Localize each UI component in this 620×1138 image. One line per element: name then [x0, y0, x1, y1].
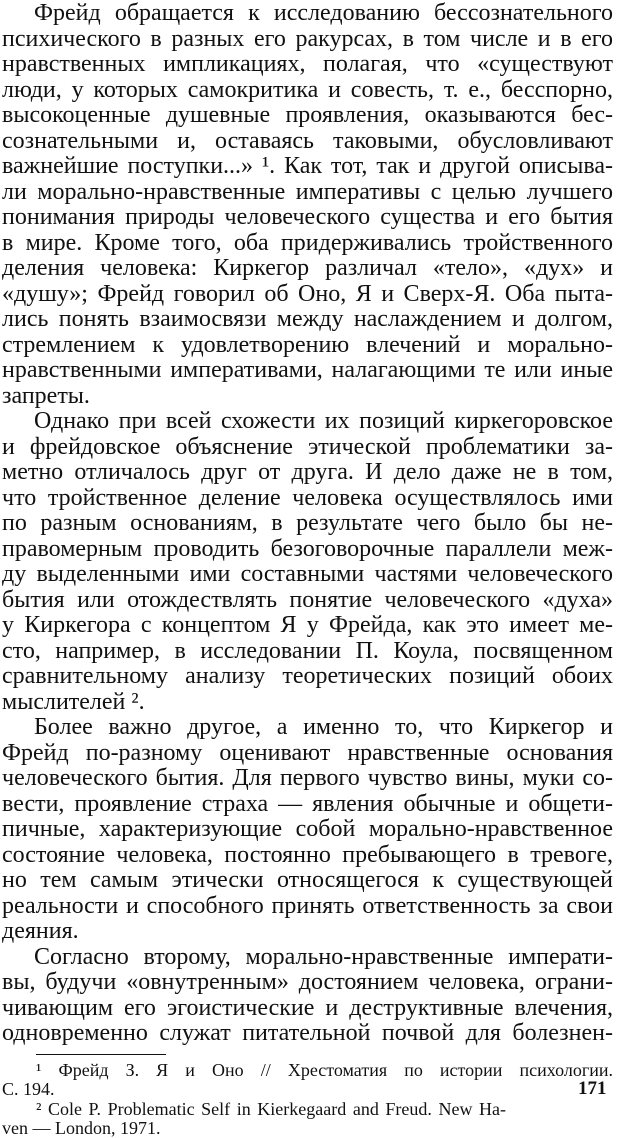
text-line: деяния. [2, 918, 79, 944]
text-line: реальности и способного принять ответственность за свои [2, 892, 613, 919]
text-line: Однако при всей схожести их позиций киркегоровское [34, 408, 613, 434]
footnote-line: С. 194. [2, 1079, 55, 1099]
text-line: правомерным проводить безоговорочные параллели меж- [2, 535, 613, 562]
text-line: пичные, характеризующие собой морально-нравственное [2, 816, 613, 842]
text-line: лись понять взаимосвязи между наслаждением и долгом, [2, 306, 613, 332]
text-line: в мире. Кроме того, оба придерживались тройственного [2, 229, 613, 256]
text-line: вести, проявление страха — явления обычные и общети- [2, 790, 613, 817]
footnote-line: ² Cole P. Problematic Self in Kierkegaard and Freud. New Ha- [36, 1098, 506, 1119]
page-number: 171 [578, 1078, 607, 1099]
text-line: метно отличалось друг от друга. И дело даже не в том, [2, 459, 613, 485]
text-line: деления человека: Киркегор различал «тело», «дух» и [2, 255, 613, 281]
text-line: и фрейдовское объяснение этической проблематики за- [2, 433, 613, 460]
text-line: человеческого бытия. Для первого чувство вины, муки со- [2, 765, 613, 791]
text-line: психического в разных его ракурсах, в том числе и в его [2, 25, 613, 52]
text-line: Более важно другое, а именно то, что Киркегор и [34, 714, 613, 740]
text-line: Фрейд обращается к исследованию бессознательного [34, 0, 613, 26]
text-line: люди, у которых самокритика и совесть, т. е., бесспорно, [2, 76, 613, 103]
text-line: ду выделенными ими составными частями человеческого [2, 561, 613, 587]
text-line: понимания природы человеческого существа и его бытия [2, 204, 613, 230]
text-line: «душу»; Фрейд говорил об Оно, Я и Сверх-Я. Оба пыта- [2, 280, 613, 307]
footnote-divider [36, 1054, 166, 1055]
footnote-line: ven — London, 1971. [2, 1118, 161, 1138]
text-line: сравнительному анализу теоретических позиций обоих [2, 663, 613, 689]
text-line: Фрейд по-разному оценивают нравственные основания [2, 739, 613, 766]
text-line: нравственных импликациях, полагая, что «существуют [2, 51, 613, 77]
text-line: чивающим его эгоистические и деструктивные влечения, [2, 994, 613, 1021]
text-line: важнейшие поступки...» ¹. Как тот, так и другой описыва- [2, 153, 613, 179]
text-line: состояние человека, постоянно пребывающего в тревоге, [2, 841, 613, 868]
text-line: бытия или отождествлять понятие человеческого «духа» [2, 586, 613, 613]
text-line: мыслителей ². [2, 688, 145, 715]
text-line: что тройственное деление человека осуществлялось ими [2, 484, 613, 511]
text-line: одновременно служат питательной почвой для болезнен- [2, 1020, 613, 1046]
text-line: сознательными и, оставаясь таковыми, обусловливают [2, 127, 613, 154]
text-line: стремлением к удовлетворению влечений и морально- [2, 331, 613, 358]
text-line: нравственными императивами, налагающими те или иные [2, 357, 613, 383]
text-line: вы, будучи «овнутренным» достоянием человека, ограни- [2, 969, 613, 995]
text-line: ли морально-нравственные императивы с целью лучшего [2, 178, 613, 205]
text-line: Согласно второму, морально-нравственные императи- [34, 943, 613, 970]
text-line: сто, например, в исследовании П. Коула, посвященном [2, 637, 613, 664]
text-line: но тем самым этически относящегося к существующей [2, 867, 613, 893]
text-line: запреты. [2, 382, 90, 409]
text-line: по разным основаниям, в результате чего было бы не- [2, 510, 613, 536]
footnote-line: ¹ Фрейд З. Я и Оно // Хрестоматия по истории психологии. [36, 1059, 613, 1080]
text-line: у Киркегора с концептом Я у Фрейда, как это имеет ме- [2, 612, 613, 638]
text-line: высокоценные душевные проявления, оказываются бес- [2, 102, 613, 128]
